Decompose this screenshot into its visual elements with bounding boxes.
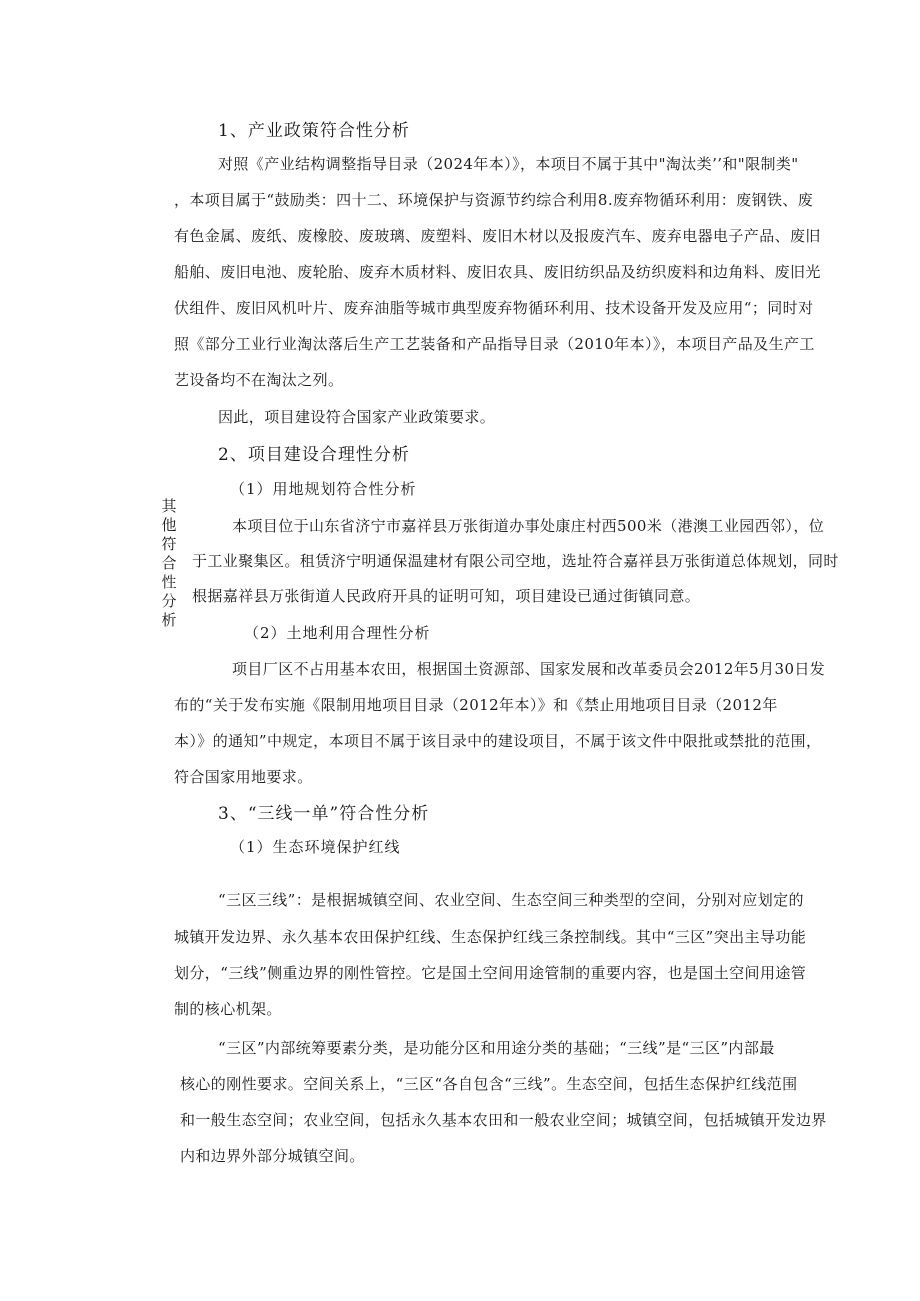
- s1-line-4: 伏组件、废旧风机叶片、废弃油脂等城市典型废弃物循环利用、技术设备开发及应用“；同时对: [174, 299, 814, 317]
- s3-p1-line-3: 制的核心机架。: [174, 1000, 282, 1018]
- s1-line-3: 船舶、废旧电池、废轮胎、废弃木质材料、废旧农具、废旧纺织品及纺织废料和边角料、废旧光: [174, 263, 821, 281]
- s2-sub2-line-3: 符合国家用地要求。: [174, 768, 313, 786]
- s2-sub2-heading: （2）土地利用合理性分析: [244, 624, 431, 642]
- section-3-title: 3、“三线一单”符合性分析: [218, 804, 430, 824]
- s3-p2-line-0: “三区”内部统筹要素分类，是功能分区和用途分类的基础；“三线”是“三区”内部最: [218, 1039, 775, 1057]
- s1-conclusion: 因此，项目建设符合国家产业政策要求。: [218, 408, 496, 426]
- s3-p2-line-2: 和一般生态空间；农业空间，包括永久基本农田和一般农业空间；城镇空间，包括城镇开发边界: [180, 1111, 827, 1129]
- s3-p2-line-3: 内和边界外部分城镇空间。: [180, 1147, 365, 1165]
- s2-sub1-heading: （1）用地规划符合性分析: [230, 480, 417, 498]
- s3-p1-line-0: “三区三线”：是根据城镇空间、农业空间、生态空间三种类型的空间，分别对应划定的: [218, 891, 804, 909]
- s3-p1-line-1: 城镇开发边界、永久基本农田保护红线、生态保护红线三条控制线。其中“三区”突出主导功能: [174, 928, 807, 946]
- section-2-title: 2、项目建设合理性分析: [218, 445, 410, 465]
- s3-p1-line-2: 划分，“三线”侧重边界的刚性管控。它是国土空间用途管制的重要内容，也是国土空间用途管: [174, 964, 807, 982]
- s1-line-0: 对照《产业结构调整指导目录（2024年本）》，本项目不属于其中"淘汰类’’和"限制类": [218, 155, 799, 173]
- s2-sub2-line-1: 布的“关于发布实施《限制用地项目目录（2012年本）》和《禁止用地项目目录（2012年: [174, 696, 778, 714]
- s2-sub2-line-2: 本）》的通知”中规定，本项目不属于该目录中的建设项目，不属于该文件中限批或禁批的范围，: [174, 732, 822, 750]
- s1-line-6: 艺设备均不在淘汰之列。: [174, 371, 344, 389]
- s2-sub2-line-0: 项目厂区不占用基本农田，根据国土资源部、国家发展和改革委员会2012年5月30日发: [232, 660, 826, 678]
- s3-p2-line-1: 核心的刚性要求。空间关系上，“三区“各自包含“三线”。生态空间，包括生态保护红线范围: [180, 1075, 798, 1093]
- s2-sub1-line-1: 于工业聚集区。租赁济宁明通保温建材有限公司空地，选址符合嘉祥县万张街道总体规划，同时: [192, 552, 839, 570]
- s1-line-2: 有色金属、废纸、废橡胶、废玻璃、废塑料、废旧木材以及报废汽车、废弃电器电子产品、废旧: [174, 227, 821, 245]
- side-label-other-compliance: 其他符合性分析: [161, 497, 177, 629]
- s1-line-1: ，本项目属于“鼓励类：四十二、环境保护与资源节约综合利用8.废弃物循环利用：废钢铁、废: [174, 191, 814, 209]
- s2-sub1-line-0: 本项目位于山东省济宁市嘉祥县万张街道办事处康庄村西500米（港澳工业园西邻），位: [232, 517, 825, 535]
- s2-sub1-line-2: 根据嘉祥县万张街道人民政府开具的证明可知，项目建设已通过街镇同意。: [192, 587, 701, 605]
- s1-line-5: 照《部分工业行业淘汰落后生产工艺装备和产品指导目录（2010年本）》，本项目产品及生产工: [174, 335, 815, 353]
- s3-sub1-heading: （1）生态环境保护红线: [230, 838, 401, 856]
- section-1-title: 1、产业政策符合性分析: [218, 121, 410, 141]
